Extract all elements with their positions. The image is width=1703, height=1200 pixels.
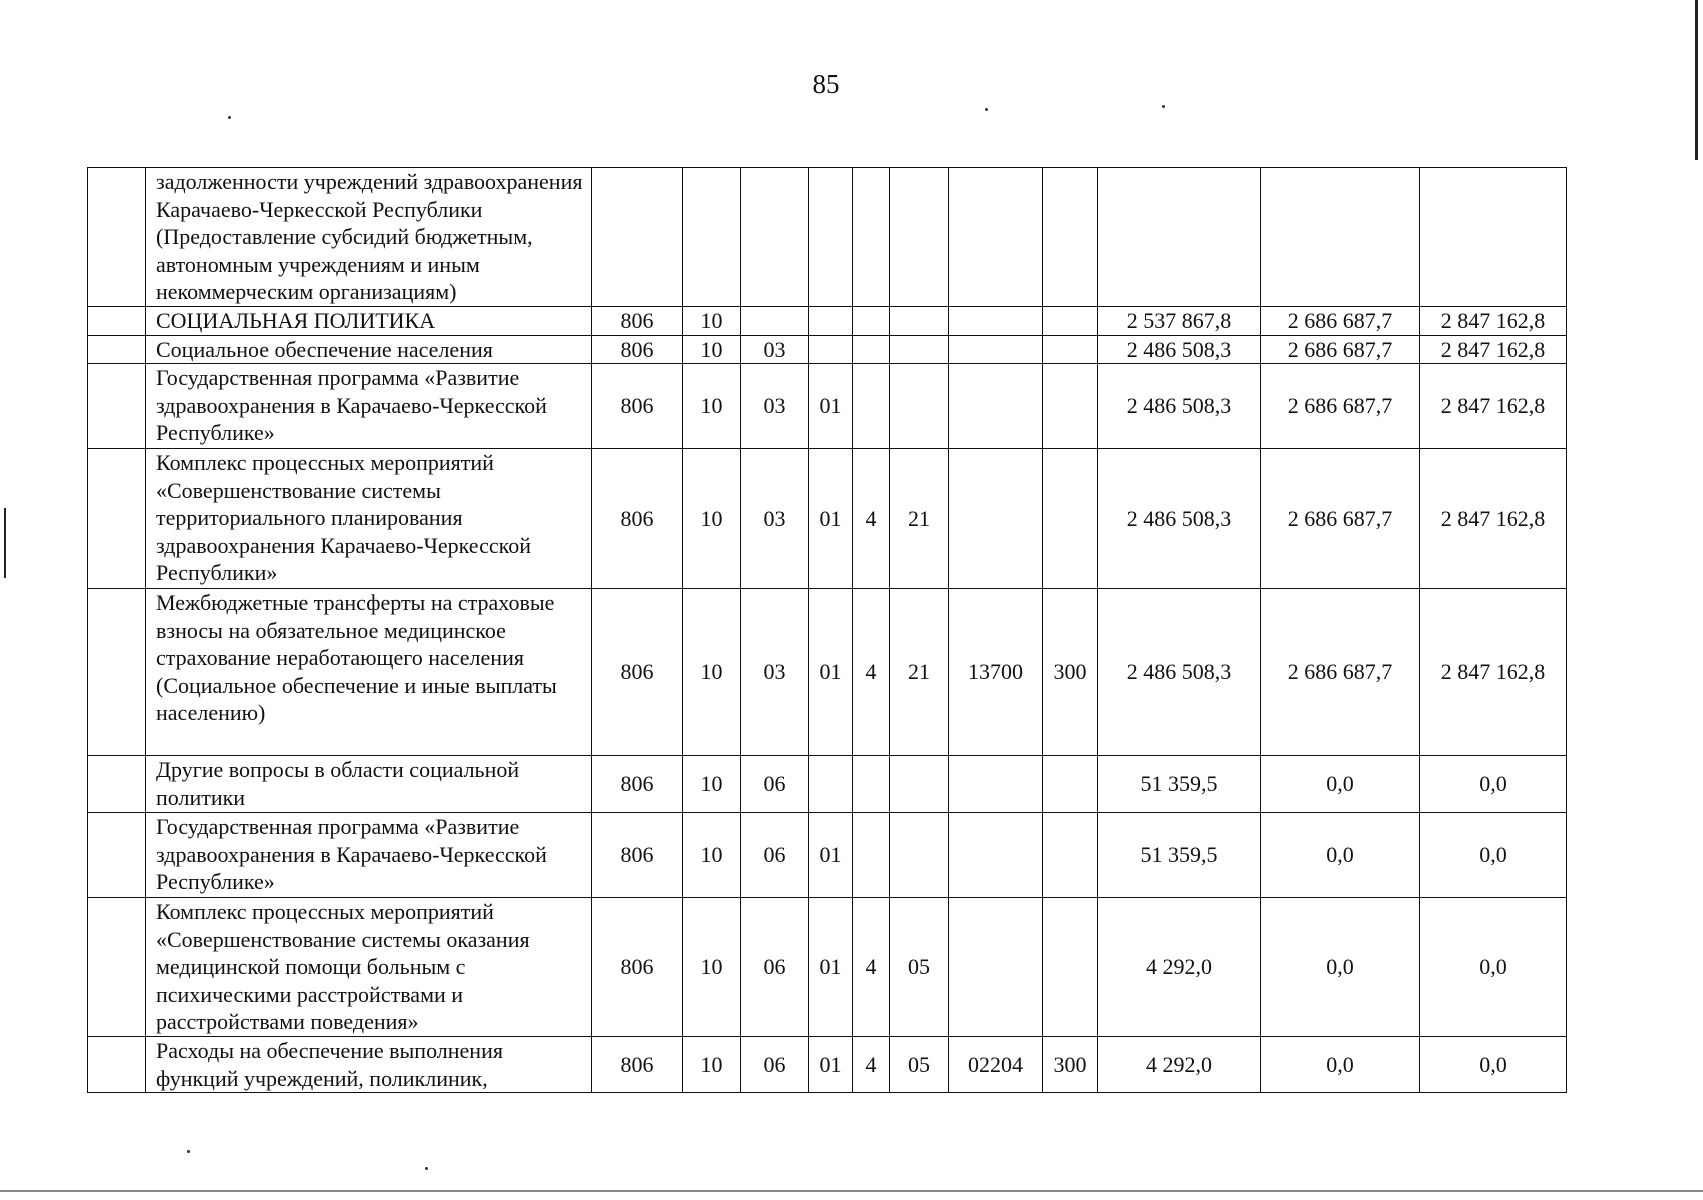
cell-sum-year1: 2 486 508,3 <box>1098 335 1261 364</box>
scan-edge-line <box>1695 0 1698 160</box>
row-index-cell <box>88 168 146 307</box>
cell-pr <box>741 168 809 307</box>
row-index-cell <box>88 306 146 335</box>
row-name: Социальное обеспечение населения <box>146 335 592 364</box>
cell-sum-year1: 4 292,0 <box>1098 898 1261 1037</box>
cell-program <box>809 168 853 307</box>
cell-sum-year2: 2 686 687,7 <box>1261 335 1420 364</box>
cell-sum-year3: 0,0 <box>1420 813 1567 898</box>
cell-pr: 03 <box>741 335 809 364</box>
cell-program <box>809 335 853 364</box>
cell-sum-year1: 2 486 508,3 <box>1098 589 1261 756</box>
scan-speck <box>985 108 988 111</box>
table-row <box>88 364 1567 449</box>
row-index-cell <box>88 898 146 1037</box>
cell-program: 01 <box>809 1037 853 1093</box>
cell-ved: 806 <box>592 335 683 364</box>
cell-sum-year3: 2 847 162,8 <box>1420 306 1567 335</box>
row-index-cell <box>88 756 146 813</box>
cell-vr <box>1043 756 1098 813</box>
cell-rz: 10 <box>683 306 741 335</box>
cell-ved: 806 <box>592 449 683 589</box>
cell-subprogram <box>853 364 890 449</box>
cell-rz: 10 <box>683 449 741 589</box>
cell-direction <box>949 756 1043 813</box>
cell-sum-year1: 2 537 867,8 <box>1098 306 1261 335</box>
cell-pr <box>741 306 809 335</box>
table-row <box>88 449 1567 589</box>
cell-pr: 06 <box>741 898 809 1037</box>
cell-event: 21 <box>890 449 949 589</box>
cell-sum-year3: 0,0 <box>1420 756 1567 813</box>
cell-sum-year3: 2 847 162,8 <box>1420 589 1567 756</box>
cell-rz: 10 <box>683 813 741 898</box>
cell-sum-year2: 2 686 687,7 <box>1261 449 1420 589</box>
cell-sum-year1 <box>1098 168 1261 307</box>
cell-subprogram <box>853 335 890 364</box>
row-index-cell <box>88 1037 146 1093</box>
cell-subprogram <box>853 756 890 813</box>
cell-vr <box>1043 898 1098 1037</box>
row-index-cell <box>88 335 146 364</box>
cell-sum-year2: 0,0 <box>1261 813 1420 898</box>
cell-program <box>809 756 853 813</box>
row-index-cell <box>88 813 146 898</box>
cell-direction <box>949 898 1043 1037</box>
row-name: задолженности учреждений здравоохранения Карачаево-Черкесской Республики (Предоставление субсидий бюджетным, автономным учреждениям и иным некоммерческим организациям) <box>146 168 592 307</box>
cell-sum-year1: 51 359,5 <box>1098 813 1261 898</box>
cell-sum-year2: 2 686 687,7 <box>1261 364 1420 449</box>
page-number: 85 <box>812 69 840 99</box>
cell-program: 01 <box>809 813 853 898</box>
row-name: Расходы на обеспечение выполнения функций учреждений, поликлиник, <box>146 1037 592 1093</box>
cell-pr: 03 <box>741 364 809 449</box>
cell-sum-year1: 4 292,0 <box>1098 1037 1261 1093</box>
cell-vr: 300 <box>1043 1037 1098 1093</box>
row-name: Другие вопросы в области социальной политики <box>146 756 592 813</box>
cell-rz: 10 <box>683 756 741 813</box>
cell-rz: 10 <box>683 335 741 364</box>
cell-event <box>890 168 949 307</box>
cell-program: 01 <box>809 898 853 1037</box>
cell-vr: 300 <box>1043 589 1098 756</box>
cell-sum-year1: 2 486 508,3 <box>1098 364 1261 449</box>
cell-direction <box>949 306 1043 335</box>
cell-sum-year3: 2 847 162,8 <box>1420 335 1567 364</box>
cell-subprogram <box>853 306 890 335</box>
scan-edge-line <box>4 508 6 578</box>
budget-table <box>87 167 1567 1093</box>
scan-speck <box>1162 105 1165 108</box>
cell-sum-year2 <box>1261 168 1420 307</box>
cell-ved: 806 <box>592 1037 683 1093</box>
cell-sum-year3: 2 847 162,8 <box>1420 449 1567 589</box>
cell-ved: 806 <box>592 756 683 813</box>
table-row <box>88 168 1567 307</box>
cell-pr: 03 <box>741 449 809 589</box>
cell-event <box>890 813 949 898</box>
row-name: Комплекс процессных мероприятий «Совершенствование системы оказания медицинской помощи больным с психическими расстройствами и расстройствами поведения» <box>146 898 592 1037</box>
cell-program: 01 <box>809 589 853 756</box>
cell-rz: 10 <box>683 364 741 449</box>
cell-subprogram <box>853 168 890 307</box>
cell-event <box>890 364 949 449</box>
row-name: Комплекс процессных мероприятий «Совершенствование системы территориального планирования здравоохранения Карачаево-Черкесской Республики» <box>146 449 592 589</box>
cell-pr: 06 <box>741 813 809 898</box>
cell-subprogram: 4 <box>853 1037 890 1093</box>
cell-sum-year3: 0,0 <box>1420 1037 1567 1093</box>
cell-sum-year3: 0,0 <box>1420 898 1567 1037</box>
cell-ved: 806 <box>592 306 683 335</box>
row-name: СОЦИАЛЬНАЯ ПОЛИТИКА <box>146 306 592 335</box>
cell-ved: 806 <box>592 898 683 1037</box>
scan-speck <box>425 1167 428 1170</box>
row-name: Межбюджетные трансферты на страховые взносы на обязательное медицинское страхование неработающего населения (Социальное обеспечение и иные выплаты населению) <box>146 589 592 756</box>
cell-event <box>890 756 949 813</box>
cell-subprogram: 4 <box>853 898 890 1037</box>
cell-rz <box>683 168 741 307</box>
scan-speck <box>187 1150 190 1153</box>
cell-event: 21 <box>890 589 949 756</box>
cell-pr: 03 <box>741 589 809 756</box>
cell-rz: 10 <box>683 589 741 756</box>
cell-subprogram: 4 <box>853 449 890 589</box>
cell-event: 05 <box>890 898 949 1037</box>
cell-program: 01 <box>809 364 853 449</box>
cell-direction <box>949 364 1043 449</box>
cell-sum-year2: 2 686 687,7 <box>1261 589 1420 756</box>
cell-sum-year3 <box>1420 168 1567 307</box>
cell-sum-year2: 0,0 <box>1261 898 1420 1037</box>
cell-pr: 06 <box>741 756 809 813</box>
table-row <box>88 898 1567 1037</box>
cell-rz: 10 <box>683 898 741 1037</box>
cell-sum-year1: 51 359,5 <box>1098 756 1261 813</box>
cell-ved: 806 <box>592 813 683 898</box>
cell-rz: 10 <box>683 1037 741 1093</box>
table-row <box>88 306 1567 335</box>
cell-sum-year1: 2 486 508,3 <box>1098 449 1261 589</box>
row-index-cell <box>88 364 146 449</box>
cell-event: 05 <box>890 1037 949 1093</box>
cell-direction <box>949 335 1043 364</box>
cell-event <box>890 306 949 335</box>
cell-subprogram: 4 <box>853 589 890 756</box>
table-row <box>88 335 1567 364</box>
scan-speck <box>228 116 231 119</box>
cell-sum-year2: 0,0 <box>1261 1037 1420 1093</box>
scan-edge-line <box>0 1190 1703 1192</box>
cell-subprogram <box>853 813 890 898</box>
row-name: Государственная программа «Развитие здравоохранения в Карачаево-Черкесской Республике» <box>146 364 592 449</box>
cell-direction: 02204 <box>949 1037 1043 1093</box>
cell-ved: 806 <box>592 364 683 449</box>
cell-event <box>890 335 949 364</box>
cell-direction <box>949 813 1043 898</box>
table-row <box>88 756 1567 813</box>
row-index-cell <box>88 589 146 756</box>
cell-program <box>809 306 853 335</box>
cell-pr: 06 <box>741 1037 809 1093</box>
cell-vr <box>1043 306 1098 335</box>
cell-direction: 13700 <box>949 589 1043 756</box>
cell-sum-year2: 0,0 <box>1261 756 1420 813</box>
cell-vr <box>1043 813 1098 898</box>
table-row <box>88 813 1567 898</box>
row-index-cell <box>88 449 146 589</box>
cell-vr <box>1043 335 1098 364</box>
cell-direction <box>949 168 1043 307</box>
table-row <box>88 1037 1567 1093</box>
cell-ved <box>592 168 683 307</box>
cell-sum-year2: 2 686 687,7 <box>1261 306 1420 335</box>
row-name: Государственная программа «Развитие здравоохранения в Карачаево-Черкесской Республике» <box>146 813 592 898</box>
cell-program: 01 <box>809 449 853 589</box>
cell-sum-year3: 2 847 162,8 <box>1420 364 1567 449</box>
cell-ved: 806 <box>592 589 683 756</box>
table-row <box>88 589 1567 756</box>
cell-vr <box>1043 168 1098 307</box>
cell-vr <box>1043 449 1098 589</box>
cell-vr <box>1043 364 1098 449</box>
cell-direction <box>949 449 1043 589</box>
